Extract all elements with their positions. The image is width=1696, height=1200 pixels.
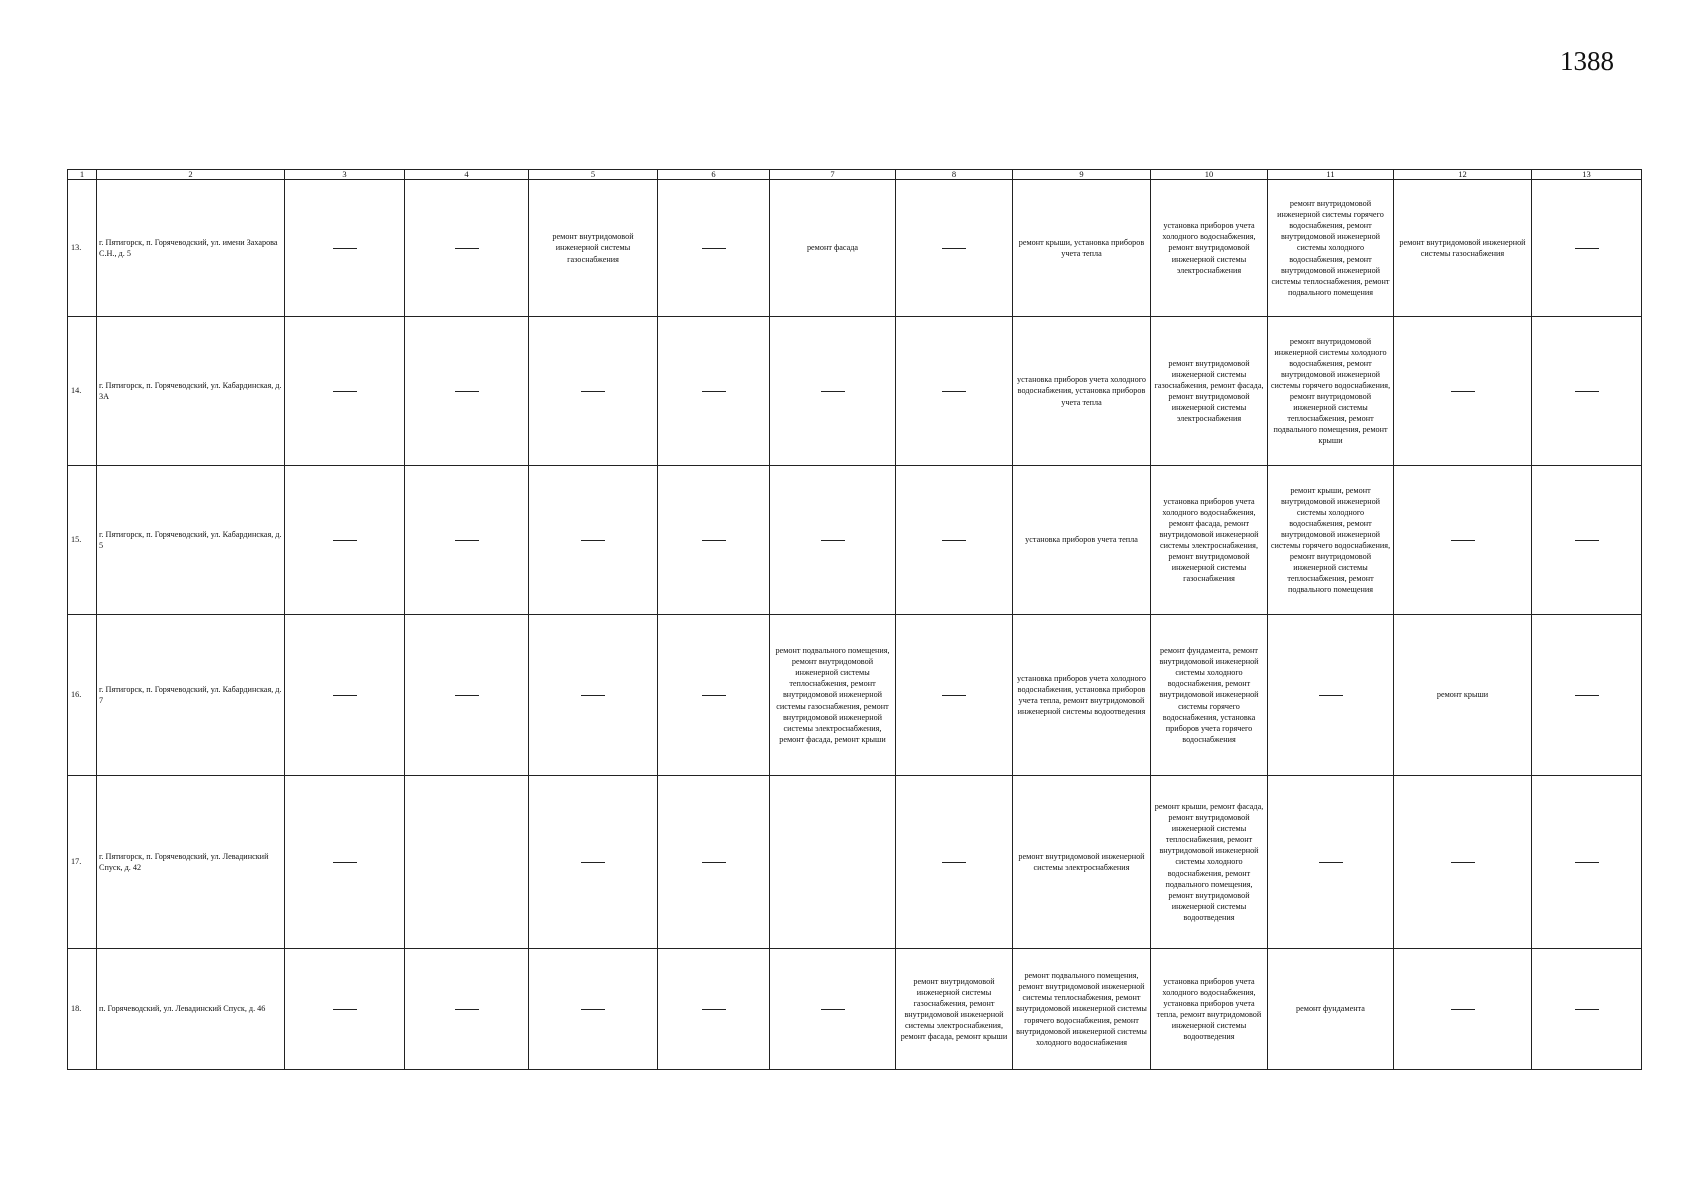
- table-row: [68, 776, 1642, 949]
- col-header: 11: [1268, 170, 1394, 180]
- table-row: [68, 615, 1642, 776]
- empty-cell: [658, 317, 770, 466]
- empty-cell: [896, 615, 1013, 776]
- table-row: [68, 317, 1642, 466]
- row-number: 17.: [68, 776, 97, 949]
- col-header: 13: [1532, 170, 1642, 180]
- empty-cell: [1394, 776, 1532, 949]
- dash-mark: [1575, 540, 1599, 541]
- dash-mark: [1451, 391, 1475, 392]
- dash-mark: [333, 391, 357, 392]
- dash-mark: [821, 391, 845, 392]
- empty-cell: [405, 949, 529, 1070]
- work-cell: ремонт фундамента: [1268, 949, 1394, 1070]
- work-cell: ремонт крыши, ремонт внутридомовой инженерной системы холодного водоснабжения, ремонт внутридомовой инженерной системы горячего водоснабжения, ремонт внутридомовой инженерной системы теплоснабжения, ремонт подвального помещения: [1268, 466, 1394, 615]
- work-cell: ремонт подвального помещения, ремонт внутридомовой инженерной системы теплоснабжения, ремонт внутридомовой инженерной системы газоснабжения, ремонт внутридомовой инженерной системы электроснабжения, ремонт фасада, ремонт крыши: [770, 615, 896, 776]
- work-cell: установка приборов учета холодного водоснабжения, установка приборов учета тепла, ремонт внутридомовой инженерной системы водоотведения: [1151, 949, 1268, 1070]
- empty-cell: [658, 180, 770, 317]
- dash-mark: [1451, 862, 1475, 863]
- empty-cell: [658, 615, 770, 776]
- dash-mark: [1451, 1009, 1475, 1010]
- dash-mark: [702, 540, 726, 541]
- dash-mark: [942, 248, 966, 249]
- work-cell: установка приборов учета холодного водоснабжения, ремонт внутридомовой инженерной системы электроснабжения: [1151, 180, 1268, 317]
- work-cell: ремонт подвального помещения, ремонт внутридомовой инженерной системы теплоснабжения, ремонт внутридомовой инженерной системы горячего водоснабжения, ремонт внутридомовой инженерной системы холодного водоснабжения: [1013, 949, 1151, 1070]
- dash-mark: [702, 248, 726, 249]
- empty-cell: [770, 949, 896, 1070]
- work-cell: ремонт крыши, установка приборов учета тепла: [1013, 180, 1151, 317]
- dash-mark: [1451, 540, 1475, 541]
- work-cell: ремонт внутридомовой инженерной системы газоснабжения, ремонт внутридомовой инженерной системы электроснабжения, ремонт фасада, ремонт крыши: [896, 949, 1013, 1070]
- dash-mark: [702, 695, 726, 696]
- dash-mark: [1575, 248, 1599, 249]
- empty-cell: [896, 776, 1013, 949]
- empty-cell: [529, 949, 658, 1070]
- empty-cell: [896, 317, 1013, 466]
- dash-mark: [1575, 391, 1599, 392]
- empty-cell: [658, 776, 770, 949]
- empty-cell: [770, 317, 896, 466]
- work-cell: ремонт внутридомовой инженерной системы холодного водоснабжения, ремонт внутридомовой инженерной системы горячего водоснабжения, ремонт внутридомовой инженерной системы теплоснабжения, ремонт подвального помещения, ремонт крыши: [1268, 317, 1394, 466]
- empty-cell: [529, 615, 658, 776]
- empty-cell: [1532, 317, 1642, 466]
- table-row: [68, 180, 1642, 317]
- address-cell: г. Пятигорск, п. Горячеводский, ул. Кабардинская, д. 3А: [97, 317, 285, 466]
- work-cell: ремонт внутридомовой инженерной системы газоснабжения: [529, 180, 658, 317]
- dash-mark: [455, 391, 479, 392]
- empty-cell: [405, 317, 529, 466]
- address-cell: г. Пятигорск, п. Горячеводский, ул. имени Захарова С.Н., д. 5: [97, 180, 285, 317]
- work-cell: установка приборов учета холодного водоснабжения, ремонт фасада, ремонт внутридомовой инженерной системы электроснабжения, ремонт внутридомовой инженерной системы газоснабжения: [1151, 466, 1268, 615]
- table-row: [68, 949, 1642, 1070]
- empty-cell: [405, 615, 529, 776]
- empty-cell: [770, 466, 896, 615]
- works-table: [67, 169, 1642, 1070]
- empty-cell: [405, 776, 529, 949]
- empty-cell: [1394, 317, 1532, 466]
- work-cell: ремонт внутридомовой инженерной системы горячего водоснабжения, ремонт внутридомовой инженерной системы холодного водоснабжения, ремонт внутридомовой инженерной системы теплоснабжения, ремонт подвального помещения: [1268, 180, 1394, 317]
- row-number: 16.: [68, 615, 97, 776]
- col-header: 1: [68, 170, 97, 180]
- empty-cell: [529, 776, 658, 949]
- empty-cell: [1394, 466, 1532, 615]
- col-header: 6: [658, 170, 770, 180]
- dash-mark: [581, 1009, 605, 1010]
- dash-mark: [333, 695, 357, 696]
- dash-mark: [581, 862, 605, 863]
- dash-mark: [942, 540, 966, 541]
- dash-mark: [821, 540, 845, 541]
- row-number: 14.: [68, 317, 97, 466]
- col-header: 5: [529, 170, 658, 180]
- work-cell: установка приборов учета холодного водоснабжения, установка приборов учета тепла, ремонт внутридомовой инженерной системы водоотведения: [1013, 615, 1151, 776]
- empty-cell: [1268, 615, 1394, 776]
- row-number: 13.: [68, 180, 97, 317]
- dash-mark: [455, 695, 479, 696]
- col-header: 3: [285, 170, 405, 180]
- dash-mark: [1319, 695, 1343, 696]
- address-cell: п. Горячеводский, ул. Левадинский Спуск, д. 46: [97, 949, 285, 1070]
- dash-mark: [455, 540, 479, 541]
- dash-mark: [821, 1009, 845, 1010]
- row-number: 15.: [68, 466, 97, 615]
- dash-mark: [455, 1009, 479, 1010]
- col-header: 2: [97, 170, 285, 180]
- dash-mark: [333, 1009, 357, 1010]
- empty-cell: [405, 466, 529, 615]
- empty-cell: [529, 317, 658, 466]
- work-cell: ремонт крыши: [1394, 615, 1532, 776]
- dash-mark: [333, 248, 357, 249]
- empty-cell: [1532, 466, 1642, 615]
- work-cell: ремонт крыши, ремонт фасада, ремонт внутридомовой инженерной системы теплоснабжения, ремонт внутридомовой инженерной системы холодного водоснабжения, ремонт подвального помещения, ремонт внутридомовой инженерной системы водоотведения: [1151, 776, 1268, 949]
- empty-cell: [285, 949, 405, 1070]
- empty-cell: [896, 180, 1013, 317]
- empty-cell: [285, 776, 405, 949]
- col-header: 9: [1013, 170, 1151, 180]
- empty-cell: [1532, 615, 1642, 776]
- dash-mark: [581, 695, 605, 696]
- empty-cell: [1394, 949, 1532, 1070]
- dash-mark: [942, 391, 966, 392]
- empty-cell: [1532, 776, 1642, 949]
- col-header: 10: [1151, 170, 1268, 180]
- dash-mark: [942, 862, 966, 863]
- dash-mark: [455, 248, 479, 249]
- dash-mark: [942, 695, 966, 696]
- work-cell: ремонт фундамента, ремонт внутридомовой инженерной системы холодного водоснабжения, ремонт внутридомовой инженерной системы горячего водоснабжения, установка приборов учета горячего водоснабжения: [1151, 615, 1268, 776]
- dash-mark: [1319, 862, 1343, 863]
- dash-mark: [1575, 695, 1599, 696]
- empty-cell: [285, 615, 405, 776]
- dash-mark: [333, 540, 357, 541]
- empty-cell: [405, 180, 529, 317]
- empty-cell: [285, 317, 405, 466]
- address-cell: г. Пятигорск, п. Горячеводский, ул. Левадинский Спуск, д. 42: [97, 776, 285, 949]
- dash-mark: [1575, 1009, 1599, 1010]
- empty-cell: [285, 180, 405, 317]
- empty-cell: [658, 949, 770, 1070]
- empty-cell: [1268, 776, 1394, 949]
- work-cell: установка приборов учета холодного водоснабжения, установка приборов учета тепла: [1013, 317, 1151, 466]
- empty-cell: [1532, 949, 1642, 1070]
- table-row: [68, 466, 1642, 615]
- work-cell: ремонт фасада: [770, 180, 896, 317]
- dash-mark: [1575, 862, 1599, 863]
- col-header: 8: [896, 170, 1013, 180]
- dash-mark: [702, 391, 726, 392]
- empty-cell: [770, 776, 896, 949]
- dash-mark: [702, 1009, 726, 1010]
- dash-mark: [581, 540, 605, 541]
- column-number-row: [68, 170, 1642, 180]
- work-cell: ремонт внутридомовой инженерной системы газоснабжения: [1394, 180, 1532, 317]
- col-header: 4: [405, 170, 529, 180]
- empty-cell: [285, 466, 405, 615]
- empty-cell: [658, 466, 770, 615]
- dash-mark: [581, 391, 605, 392]
- empty-cell: [896, 466, 1013, 615]
- work-cell: установка приборов учета тепла: [1013, 466, 1151, 615]
- work-cell: ремонт внутридомовой инженерной системы газоснабжения, ремонт фасада, ремонт внутридомовой инженерной системы электроснабжения: [1151, 317, 1268, 466]
- dash-mark: [333, 862, 357, 863]
- address-cell: г. Пятигорск, п. Горячеводский, ул. Кабардинская, д. 7: [97, 615, 285, 776]
- empty-cell: [529, 466, 658, 615]
- page-number: 1388: [1560, 46, 1614, 76]
- dash-mark: [702, 862, 726, 863]
- empty-cell: [1532, 180, 1642, 317]
- work-cell: ремонт внутридомовой инженерной системы электроснабжения: [1013, 776, 1151, 949]
- address-cell: г. Пятигорск, п. Горячеводский, ул. Кабардинская, д. 5: [97, 466, 285, 615]
- col-header: 12: [1394, 170, 1532, 180]
- row-number: 18.: [68, 949, 97, 1070]
- col-header: 7: [770, 170, 896, 180]
